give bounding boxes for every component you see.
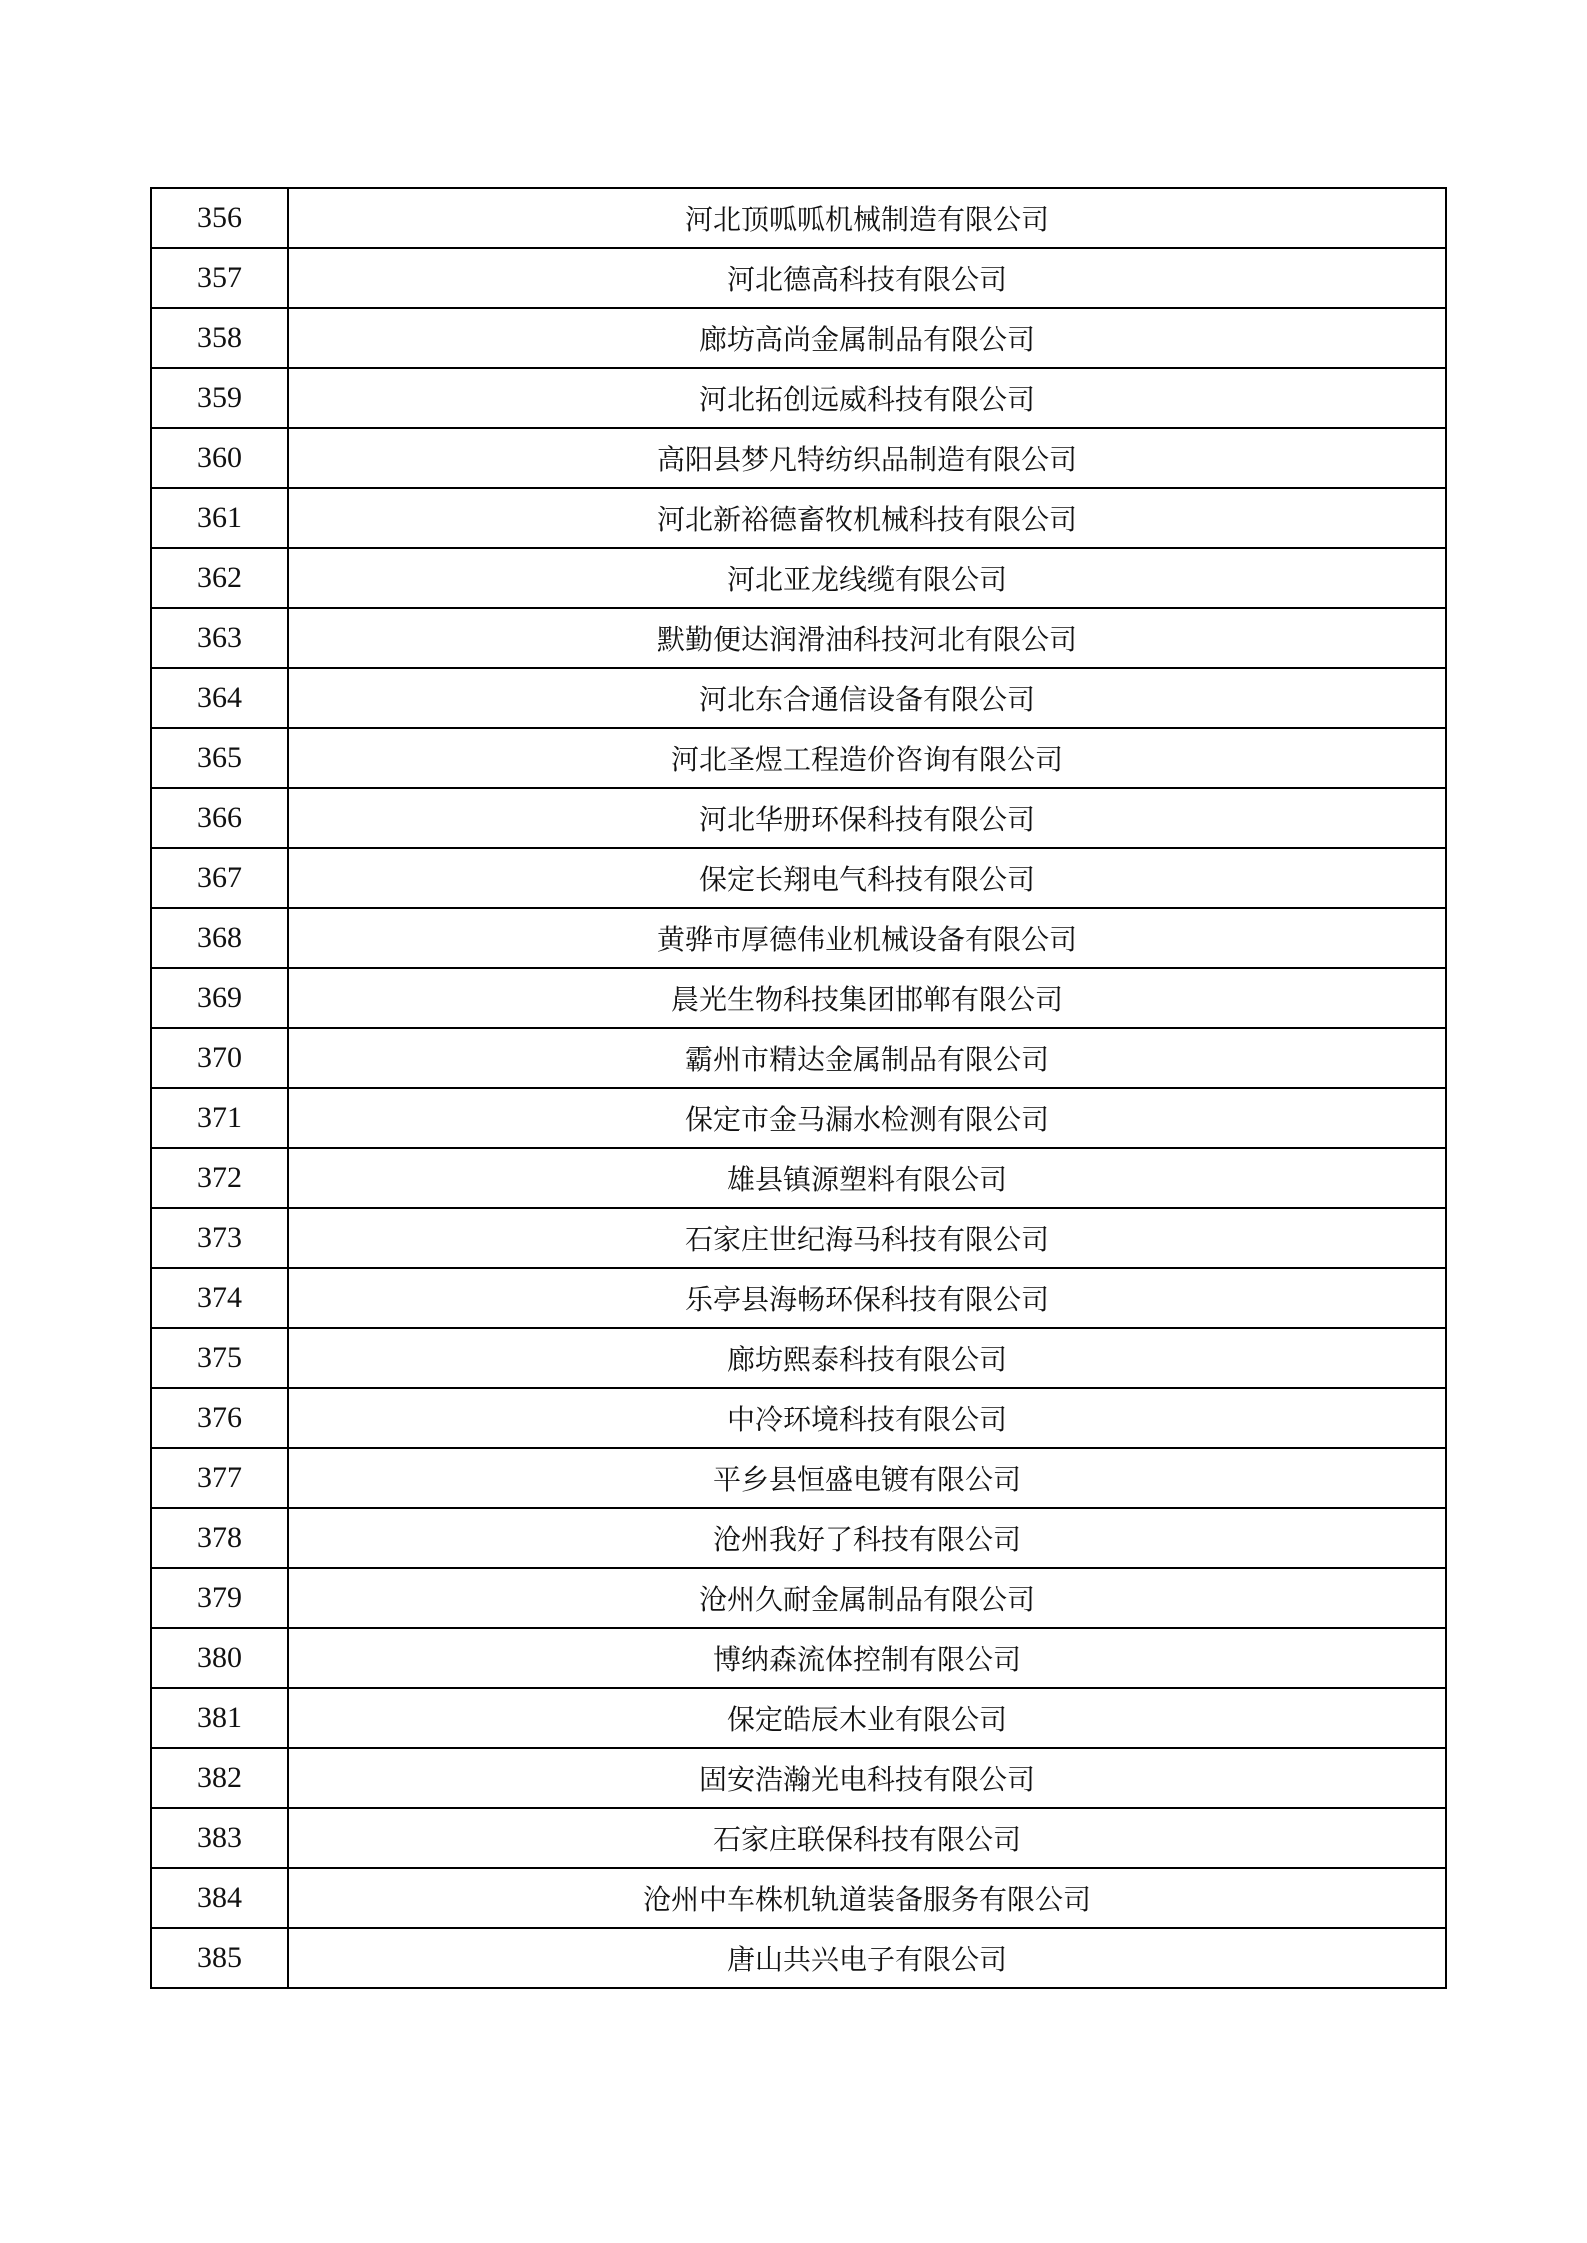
company-name: 河北圣煜工程造价咨询有限公司 (288, 728, 1446, 788)
company-name: 黄骅市厚德伟业机械设备有限公司 (288, 908, 1446, 968)
row-number: 357 (151, 248, 288, 308)
company-name: 高阳县梦凡特纺织品制造有限公司 (288, 428, 1446, 488)
row-number: 362 (151, 548, 288, 608)
row-number: 367 (151, 848, 288, 908)
row-number: 370 (151, 1028, 288, 1088)
table-row (151, 1808, 1446, 1868)
table-row (151, 1208, 1446, 1268)
table-row (151, 548, 1446, 608)
row-number: 359 (151, 368, 288, 428)
table-row (151, 428, 1446, 488)
row-number: 384 (151, 1868, 288, 1928)
row-number: 364 (151, 668, 288, 728)
company-name: 河北新裕德畜牧机械科技有限公司 (288, 488, 1446, 548)
table-row (151, 668, 1446, 728)
company-name: 博纳森流体控制有限公司 (288, 1628, 1446, 1688)
row-number: 373 (151, 1208, 288, 1268)
row-number: 374 (151, 1268, 288, 1328)
company-name: 廊坊熙泰科技有限公司 (288, 1328, 1446, 1388)
row-number: 365 (151, 728, 288, 788)
table-row (151, 1688, 1446, 1748)
company-name: 石家庄世纪海马科技有限公司 (288, 1208, 1446, 1268)
table-row (151, 1148, 1446, 1208)
company-name: 唐山共兴电子有限公司 (288, 1928, 1446, 1988)
row-number: 366 (151, 788, 288, 848)
company-name: 乐亭县海畅环保科技有限公司 (288, 1268, 1446, 1328)
table-row (151, 848, 1446, 908)
table-row (151, 608, 1446, 668)
table-row (151, 1568, 1446, 1628)
company-name: 中冷环境科技有限公司 (288, 1388, 1446, 1448)
row-number: 378 (151, 1508, 288, 1568)
table-row (151, 1868, 1446, 1928)
company-name: 河北德高科技有限公司 (288, 248, 1446, 308)
company-name: 石家庄联保科技有限公司 (288, 1808, 1446, 1868)
company-name: 廊坊高尚金属制品有限公司 (288, 308, 1446, 368)
company-name: 河北亚龙线缆有限公司 (288, 548, 1446, 608)
row-number: 385 (151, 1928, 288, 1988)
company-name: 默勤便达润滑油科技河北有限公司 (288, 608, 1446, 668)
company-name: 沧州我好了科技有限公司 (288, 1508, 1446, 1568)
row-number: 381 (151, 1688, 288, 1748)
table-row (151, 1388, 1446, 1448)
company-name: 雄县镇源塑料有限公司 (288, 1148, 1446, 1208)
row-number: 376 (151, 1388, 288, 1448)
row-number: 375 (151, 1328, 288, 1388)
table-body (151, 188, 1446, 1988)
company-name: 保定市金马漏水检测有限公司 (288, 1088, 1446, 1148)
row-number: 377 (151, 1448, 288, 1508)
company-name: 沧州中车株机轨道装备服务有限公司 (288, 1868, 1446, 1928)
table-row (151, 368, 1446, 428)
table-row (151, 308, 1446, 368)
company-name: 河北顶呱呱机械制造有限公司 (288, 188, 1446, 248)
table-row (151, 728, 1446, 788)
row-number: 368 (151, 908, 288, 968)
table-row (151, 1928, 1446, 1988)
row-number: 356 (151, 188, 288, 248)
table-row (151, 1628, 1446, 1688)
company-name: 霸州市精达金属制品有限公司 (288, 1028, 1446, 1088)
row-number: 383 (151, 1808, 288, 1868)
row-number: 372 (151, 1148, 288, 1208)
company-name: 河北东合通信设备有限公司 (288, 668, 1446, 728)
table-row (151, 1088, 1446, 1148)
table-row (151, 1328, 1446, 1388)
table-row (151, 908, 1446, 968)
company-name: 保定长翔电气科技有限公司 (288, 848, 1446, 908)
company-name: 平乡县恒盛电镀有限公司 (288, 1448, 1446, 1508)
row-number: 379 (151, 1568, 288, 1628)
row-number: 369 (151, 968, 288, 1028)
row-number: 360 (151, 428, 288, 488)
table-row (151, 248, 1446, 308)
table-row (151, 968, 1446, 1028)
company-name: 晨光生物科技集团邯郸有限公司 (288, 968, 1446, 1028)
row-number: 363 (151, 608, 288, 668)
table-row (151, 788, 1446, 848)
table-row (151, 1508, 1446, 1568)
company-name: 保定皓辰木业有限公司 (288, 1688, 1446, 1748)
row-number: 380 (151, 1628, 288, 1688)
row-number: 371 (151, 1088, 288, 1148)
company-name: 河北华册环保科技有限公司 (288, 788, 1446, 848)
company-name: 河北拓创远威科技有限公司 (288, 368, 1446, 428)
row-number: 361 (151, 488, 288, 548)
table-row (151, 1028, 1446, 1088)
table-row (151, 1268, 1446, 1328)
company-name: 固安浩瀚光电科技有限公司 (288, 1748, 1446, 1808)
row-number: 358 (151, 308, 288, 368)
row-number: 382 (151, 1748, 288, 1808)
company-list-table (150, 187, 1447, 1989)
table-row (151, 488, 1446, 548)
table-row (151, 1448, 1446, 1508)
table-row (151, 1748, 1446, 1808)
table-row (151, 188, 1446, 248)
company-name: 沧州久耐金属制品有限公司 (288, 1568, 1446, 1628)
